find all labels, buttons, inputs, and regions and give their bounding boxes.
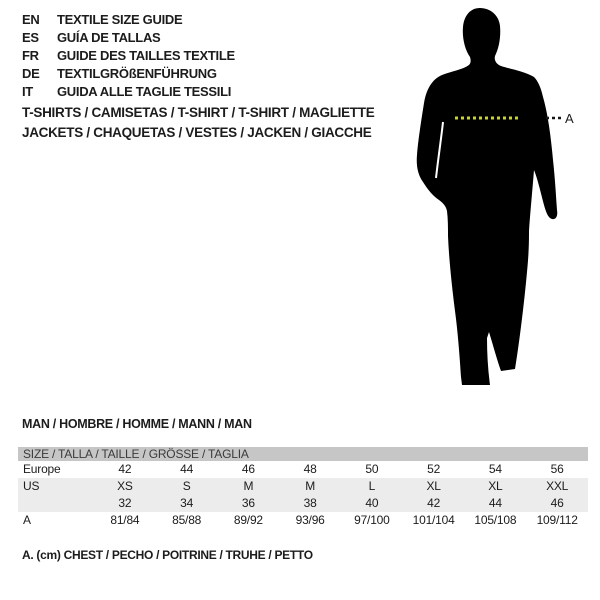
row-label: Europe (23, 462, 61, 476)
category-tshirts: T-SHIRTS / CAMISETAS / T-SHIRT / T-SHIRT / MAGLIETTE (22, 105, 375, 120)
language-code: DE (22, 66, 40, 81)
garment-categories (22, 103, 374, 143)
size-cell: 44 (488, 496, 502, 510)
man-silhouette-svg (405, 0, 600, 400)
size-cell: 34 (180, 496, 194, 510)
language-label: GUIDA ALLE TAGLIE TESSILI (57, 84, 232, 99)
table-title: MAN / HOMBRE / HOMME / MANN / MAN (22, 417, 252, 431)
size-cell: 44 (180, 462, 194, 476)
language-code: FR (22, 48, 39, 63)
size-cell: 38 (303, 496, 317, 510)
size-cell: 32 (118, 496, 132, 510)
size-cell: 89/92 (233, 513, 263, 527)
size-cell: 85/88 (172, 513, 202, 527)
size-table (18, 447, 588, 529)
language-list (22, 11, 235, 101)
man-silhouette (417, 8, 558, 385)
size-cell: 46 (241, 462, 255, 476)
table-row-us (18, 478, 588, 495)
language-label: TEXTILGRÖßENFÜHRUNG (57, 66, 217, 81)
man-silhouette-figure (405, 0, 600, 400)
language-row-de (22, 65, 235, 83)
size-table-header: SIZE / TALLA / TAILLE / GRÖSSE / TAGLIA (18, 447, 588, 461)
size-cell: 48 (303, 462, 317, 476)
table-row-chest-cm (18, 512, 588, 529)
language-row-fr (22, 47, 235, 65)
size-cell: 46 (550, 496, 564, 510)
size-cell: 36 (241, 496, 255, 510)
size-cell: 42 (427, 496, 441, 510)
size-cell: XXL (546, 479, 569, 493)
size-cell: 105/108 (474, 513, 517, 527)
size-cell: 52 (427, 462, 441, 476)
language-label: GUIDE DES TAILLES TEXTILE (57, 48, 235, 63)
language-code: EN (22, 12, 40, 27)
row-label: US (23, 479, 40, 493)
language-code: ES (22, 30, 39, 45)
language-code: IT (22, 84, 33, 99)
measurement-footnote: A. (cm) CHEST / PECHO / POITRINE / TRUHE / PETTO (22, 548, 313, 562)
language-row-it (22, 83, 235, 101)
size-cell: 101/104 (412, 513, 455, 527)
size-cell: L (368, 479, 376, 493)
size-cell: 93/96 (295, 513, 325, 527)
language-label: GUÍA DE TALLAS (57, 30, 161, 45)
language-label: TEXTILE SIZE GUIDE (57, 12, 183, 27)
table-row-us-numeric (18, 495, 588, 512)
row-label (18, 495, 94, 512)
size-cell: 109/112 (536, 513, 578, 527)
size-cell: 81/84 (110, 513, 140, 527)
size-cell: M (305, 479, 316, 493)
row-label: A (23, 513, 31, 527)
category-jackets: JACKETS / CHAQUETAS / VESTES / JACKEN / GIACCHE (22, 125, 372, 140)
size-cell: 97/100 (354, 513, 390, 527)
size-cell: S (182, 479, 191, 493)
language-row-en (22, 11, 235, 29)
size-cell: XS (117, 479, 133, 493)
size-cell: 56 (550, 462, 564, 476)
size-cell: 50 (365, 462, 379, 476)
size-cell: M (243, 479, 254, 493)
size-cell: XL (426, 479, 441, 493)
measure-label-a: A (565, 111, 574, 126)
language-row-es (22, 29, 235, 47)
size-cell: 54 (488, 462, 502, 476)
table-row-europe (18, 461, 588, 478)
size-cell: XL (488, 479, 503, 493)
size-cell: 42 (118, 462, 132, 476)
size-cell: 40 (365, 496, 379, 510)
